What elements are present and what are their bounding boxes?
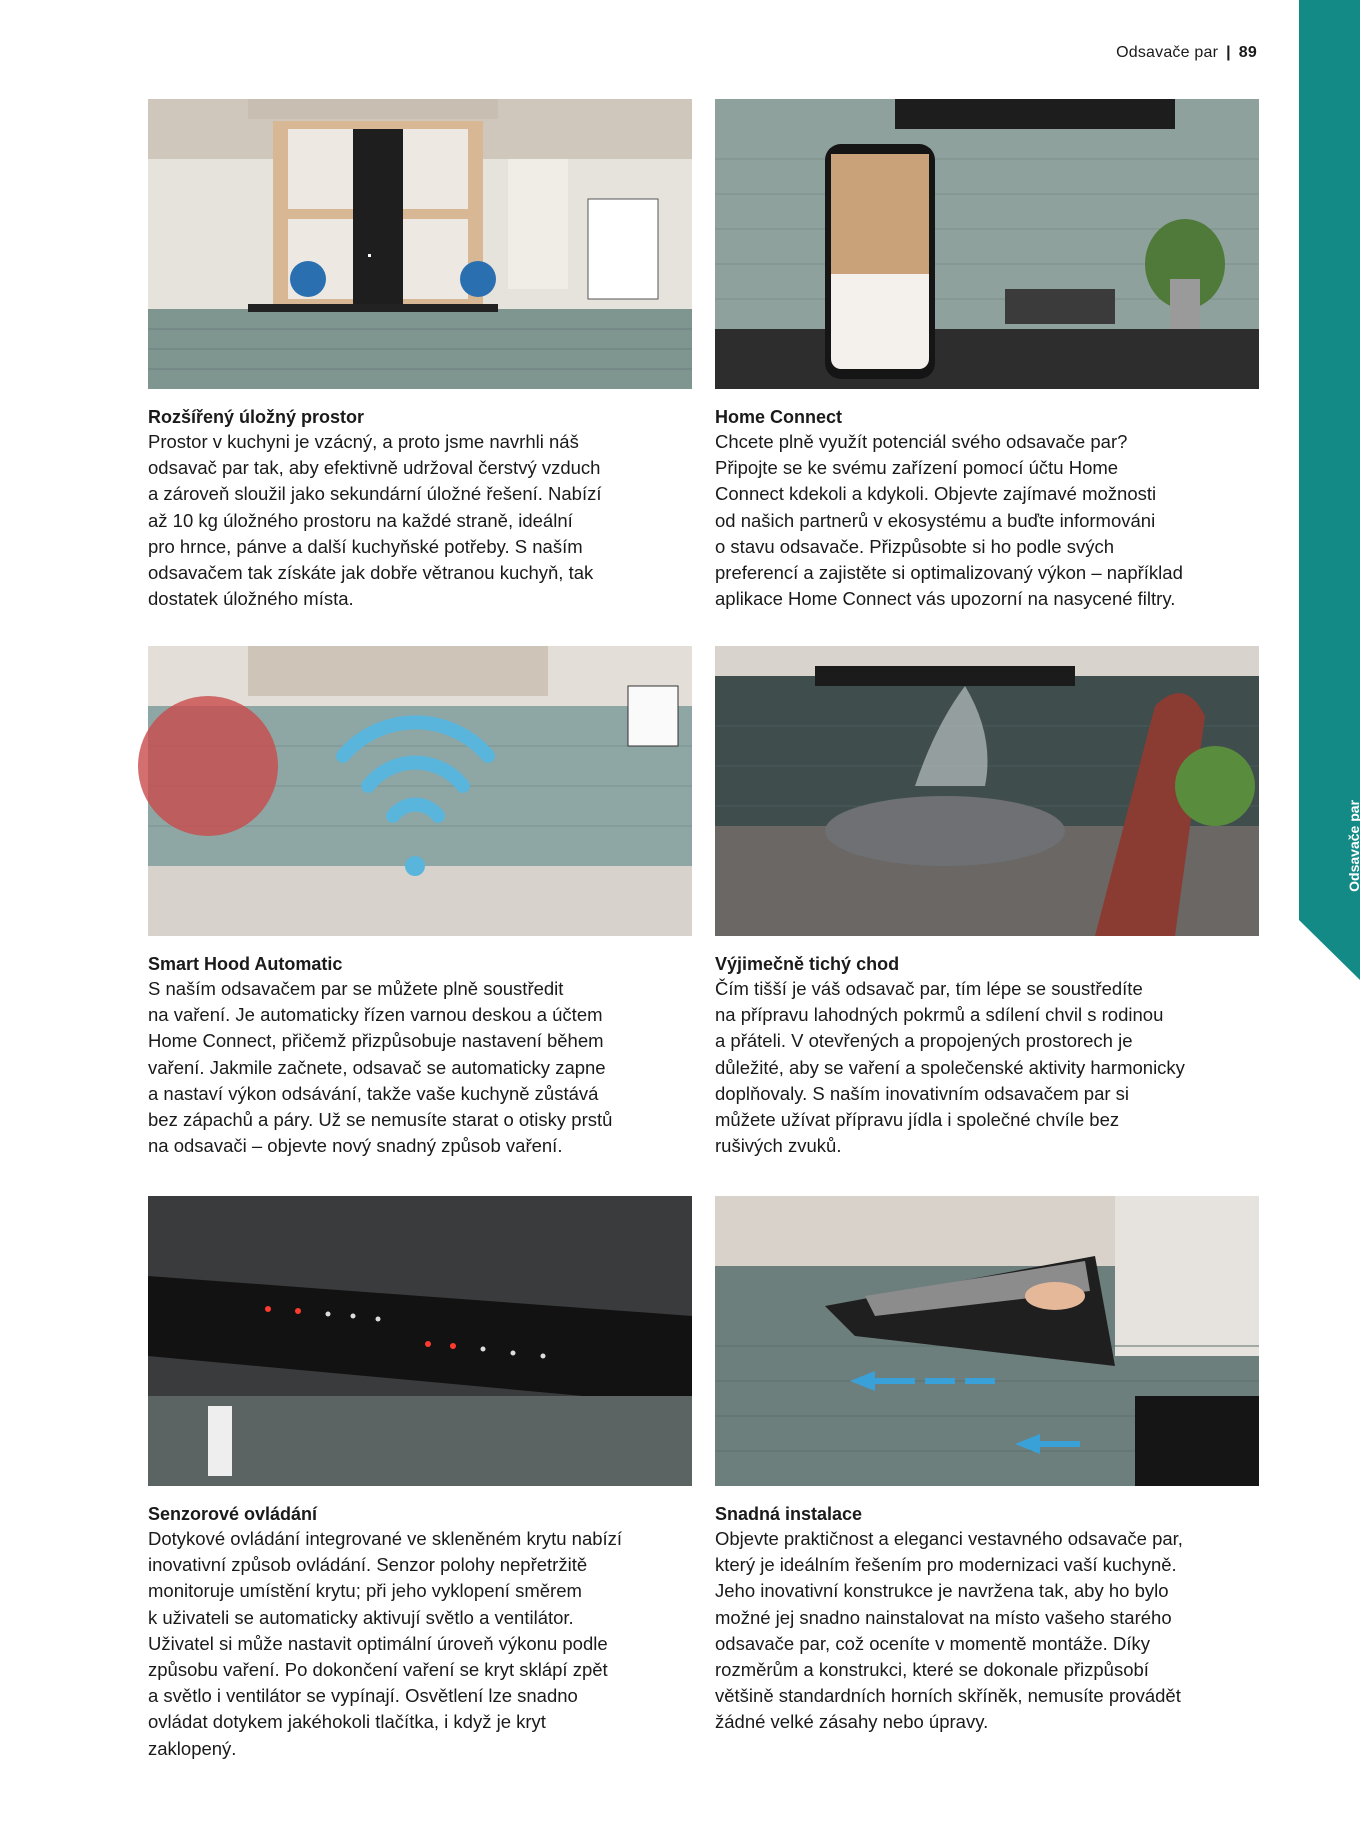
section-body: Čím tišší je váš odsavač par, tím lépe se soustředíte na přípravu lahodných pokrmů a sdílení chvil s rodinou a přáteli. V otevřených a propojených prostorech je důležité, aby se vaření a společenské aktivity harmonicky doplňovaly. S naším inovativním odsavačem par si můžete užívat přípravu jídla i společné chvíle bez rušivých zvuků. — [715, 978, 1185, 1157]
section-title: Rozšířený úložný prostor — [148, 407, 365, 427]
photo-storage — [148, 99, 692, 389]
feature-storage — [148, 99, 692, 612]
section-title: Výjimečně tichý chod — [715, 954, 900, 974]
section-name: Odsavače par — [1116, 44, 1219, 61]
section-body: S naším odsavačem par se můžete plně soustředit na vaření. Je automaticky řízen varnou deskou a účtem Home Connect, přičemž přizpůsobuje nastavení během vaření. Jakmile začnete, odsavač se automaticky zapne a nastaví výkon odsávání, takže vaše kuchyně zůstává bez zápachů a páry. Už se nemusíte starat o otisky prstů na odsavači – objevte nový snadný způsob vaření. — [148, 978, 613, 1157]
section-body: Dotykové ovládání integrované ve skleněném krytu nabízí inovativní způsob ovládání. Senzor polohy nepřetržitě monitoruje umístění krytu; při jeho vyklopení směrem k uživateli se automaticky aktivují světlo a ventilátor. Uživatel si může nastavit optimální úroveň výkonu podle způsobu vaření. Po dokončení vaření se kryt sklápí zpět a světlo i ventilátor se vypínají. Osvětlení lze snadno ovládat dotykem jakéhokoli tlačítka, i když je kryt zaklopený. — [148, 1528, 623, 1759]
photo-sensor-control — [148, 1196, 692, 1486]
section-body: Prostor v kuchyni je vzácný, a proto jsme navrhli náš odsavač par tak, aby efektivně udržoval čerstvý vzduch a zároveň sloužil jako sekundární úložné řešení. Nabízí až 10 kg úložného prostoru na každé straně, ideální pro hrnce, pánve a další kuchyňské potřeby. S naším odsavačem tak získáte jak dobře větranou kuchyň, tak dostatek úložného místa. — [148, 431, 602, 610]
header-separator: | — [1226, 44, 1231, 61]
side-tab-label: Odsavače par — [1346, 800, 1362, 892]
section-title: Senzorové ovládání — [148, 1504, 318, 1524]
section-title: Home Connect — [715, 407, 843, 427]
section-title: Smart Hood Automatic — [148, 954, 343, 974]
feature-installation — [715, 1196, 1259, 1736]
photo-smart-hood — [148, 646, 692, 936]
photo-quiet — [715, 646, 1259, 936]
page-number: 89 — [1238, 44, 1257, 61]
feature-quiet — [715, 646, 1259, 1159]
feature-smart-hood — [148, 646, 692, 1159]
photo-installation — [715, 1196, 1259, 1486]
feature-home-connect — [715, 99, 1259, 612]
feature-sensor-control — [148, 1196, 692, 1762]
section-body: Chcete plně využít potenciál svého odsavače par? Připojte se ke svému zařízení pomocí účtu Home Connect kdekoli a kdykoli. Objevte zajímavé možnosti od našich partnerů v ekosystému a buďte informováni o stavu odsavače. Přizpůsobte si ho podle svých preferencí a zajistěte si optimalizovaný výkon – například aplikace Home Connect vás upozorní na nasycené filtry. — [715, 431, 1183, 610]
photo-home-connect — [715, 99, 1259, 389]
section-body: Objevte praktičnost a eleganci vestavného odsavače par, který je ideálním řešením pro modernizaci vaší kuchyně. Jeho inovativní konstrukce je navržena tak, aby ho bylo možné jej snadno nainstalovat na místo vašeho starého odsavače par, což oceníte v momentě montáže. Díky rozměrům a konstrukci, které se dokonale přizpůsobí většině standardních horních skříněk, nemusíte provádět žádné velké zásahy nebo úpravy. — [715, 1528, 1183, 1733]
page-header — [1116, 44, 1257, 62]
section-title: Snadná instalace — [715, 1504, 863, 1524]
